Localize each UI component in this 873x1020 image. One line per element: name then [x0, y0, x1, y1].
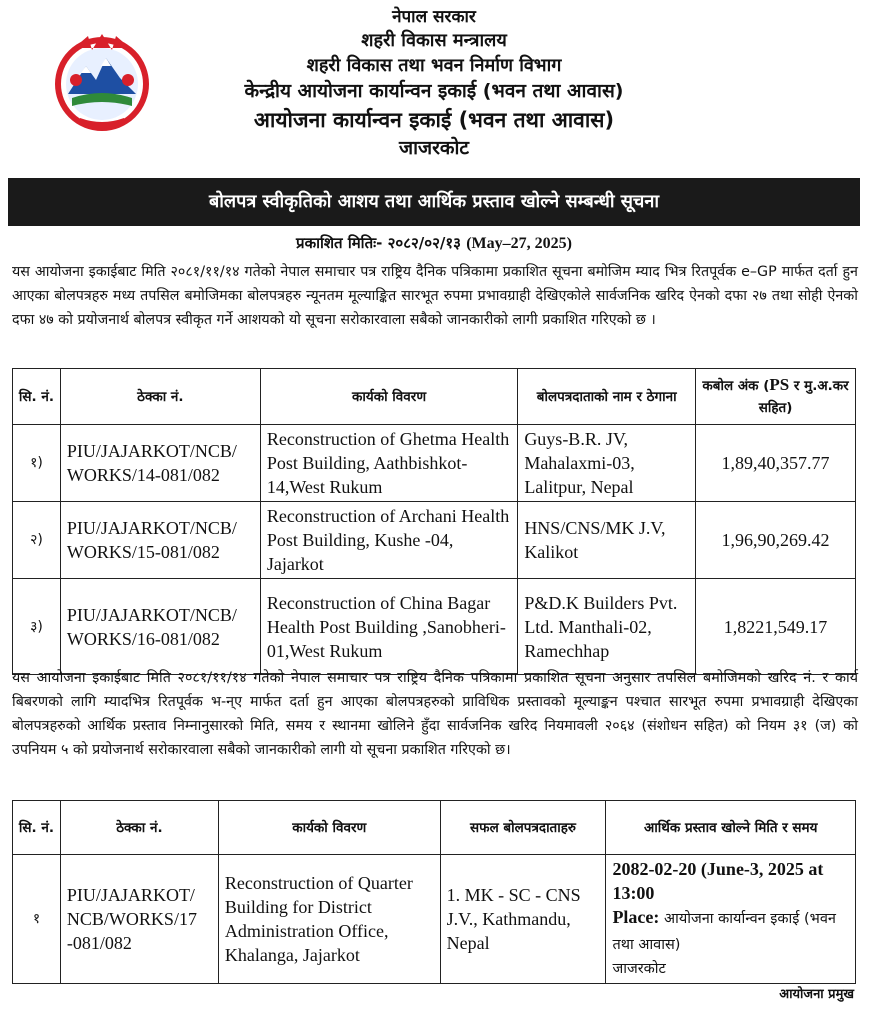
row-sn: १: [13, 855, 61, 984]
row-sn: २): [13, 502, 61, 579]
opening-place: [612, 905, 849, 957]
row-bidder: P&D.K Builders Pvt. Ltd. Manthali-02, Ramechhap: [518, 579, 696, 675]
nepal-emblem-icon: [48, 28, 156, 136]
department-name: शहरी विकास तथा भवन निर्माण विभाग: [306, 55, 562, 76]
row-bidder: HNS/CNS/MK J.V, Kalikot: [518, 502, 696, 579]
row-contract: PIU/JAJARKOT/NCB/ WORKS/15-081/082: [60, 502, 260, 579]
col-amount-en: PS: [769, 375, 790, 394]
opening-datetime: 2082-02-20 (June-3, 2025 at 13:00: [612, 859, 824, 903]
published-date: [8, 230, 860, 257]
row-contract: PIU/JAJARKOT/NCB/ WORKS/16-081/082: [60, 579, 260, 675]
financial-opening-table: [12, 800, 856, 984]
intent-award-table: [12, 368, 856, 675]
row-amount: 1,96,90,269.42: [696, 502, 856, 579]
row-contract: PIU/JAJARKOT/NCB/ WORKS/14-081/082: [60, 425, 260, 502]
row-sn: ३): [13, 579, 61, 675]
notice-title-banner: बोलपत्र स्वीकृतिको आशय तथा आर्थिक प्रस्ताव खोल्ने सम्बन्धी सूचना: [8, 178, 860, 226]
table-row: [13, 502, 856, 579]
col-bidder: बोलपत्रदाताको नाम र ठेगाना: [518, 369, 696, 425]
intro-paragraph: यस आयोजना इकाईबाट मिति २०८१/११/१४ गतेको नेपाल समाचार पत्र राष्ट्रिय दैनिक पत्रिकामा प्रकाशित सूचना बमोजिम म्याद भित्र रितपूर्वक e–GP मार्फत दर्ता हुन आएका बोलपत्रहरु मध्य तपसिल बमोजिमका बोलपत्रहरु न्यूनतम मूल्याङ्कित सारभूत रुपमा प्रभावग्राही देखिएकोले सार्वजनिक खरिद ऐनको दफा २७ तथा सोही ऐनको दफा ४७ को प्रयोजनार्थ बोलपत्र स्वीकृत गर्ने आशयको यो सूचना सरोकारवाला सबैको जानकारीको लागी प्रकाशित गरिएको छ ।: [12, 264, 858, 328]
row-opening: [606, 855, 856, 984]
table-header-row: [13, 369, 856, 425]
row-bidder: 1. MK - SC - CNS J.V., Kathmandu, Nepal: [440, 855, 606, 984]
central-unit-name: केन्द्रीय आयोजना कार्यान्वन इकाई (भवन तथा आवास): [244, 80, 624, 102]
table-header-row: [13, 801, 856, 855]
published-date-en: (May–27, 2025): [466, 235, 572, 252]
col-contract: ठेक्का नं.: [60, 801, 218, 855]
place-city: जाजरकोट: [612, 961, 666, 977]
table-row: [13, 579, 856, 675]
row-sn: १): [13, 425, 61, 502]
unit-name: आयोजना कार्यान्वन इकाई (भवन तथा आवास): [253, 108, 615, 132]
notice-page: [8, 6, 860, 1012]
row-description: Reconstruction of Quarter Building for District Administration Office, Khalanga, Jajarkot: [218, 855, 440, 984]
row-bidder: Guys-B.R. JV, Mahalaxmi-03, Lalitpur, Nepal: [518, 425, 696, 502]
signature-title: आयोजना प्रमुख: [779, 987, 854, 1002]
location-name: जाजरकोट: [399, 137, 469, 159]
published-date-np: २०८२/०२/१३: [387, 234, 461, 252]
place-value: आयोजना कार्यान्वन इकाई (भवन तथा आवास): [612, 911, 836, 953]
col-amount: [696, 369, 856, 425]
row-amount: 1,8221,549.17: [696, 579, 856, 675]
col-description: कार्यको विवरण: [260, 369, 517, 425]
financial-opening-paragraph: यस आयोजना इकाईबाट मिति २०८१/११/१४ गतेको नेपाल समाचार पत्र राष्ट्रिय दैनिक पत्रिकामा प्रकाशित सूचना अनुसार तपसिल बमोजिमको खरिद नं. र कार्य बिबरणको लागि म्यादभित्र रितपूर्वक भ-न्ए मार्फत दर्ता हुन आएका बोलपत्रहरुको प्राविधिक प्रस्तावको मूल्याङ्कन पश्चात सारभूत रुपमा प्रभावग्राही देखिएका बोलपत्रहरुको आर्थिक प्रस्ताव निम्नानुसारको मिति, समय र स्थानमा खोलिने हुँदा सार्वजनिक खरिद नियमावली २०६४ (संशोधन सहित) को नियम ३१ (ज) को उपनियम ५ को प्रयोजनार्थ सरोकारवाला सबैको जानकारीको लागी यो सूचना प्रकाशित गरिएको छ।: [12, 670, 858, 758]
col-opening: आर्थिक प्रस्ताव खोल्ने मिति र समय: [606, 801, 856, 855]
table-row: [13, 855, 856, 984]
row-description: Reconstruction of Archani Health Post Building, Kushe -04, Jajarkot: [260, 502, 517, 579]
published-label: प्रकाशित मितिः-: [296, 234, 383, 252]
table-row: [13, 425, 856, 502]
govt-name: नेपाल सरकार: [392, 7, 476, 27]
col-bidder: सफल बोलपत्रदाताहरु: [440, 801, 606, 855]
col-amount-pre: कबोल अंक (: [702, 378, 770, 394]
col-sn: सि. नं.: [13, 801, 61, 855]
col-contract: ठेक्का नं.: [60, 369, 260, 425]
row-description: Reconstruction of Ghetma Health Post Building, Aathbishkot-14,West Rukum: [260, 425, 517, 502]
ministry-name: शहरी विकास मन्त्रालय: [361, 30, 507, 51]
col-amount-post: र मु.अ.कर सहित): [758, 378, 849, 416]
col-sn: सि. नं.: [13, 369, 61, 425]
header: [8, 6, 860, 178]
row-contract: PIU/JAJARKOT/ NCB/WORKS/17 -081/082: [60, 855, 218, 984]
row-amount: 1,89,40,357.77: [696, 425, 856, 502]
row-description: Reconstruction of China Bagar Health Post Building ,Sanobheri-01,West Rukum: [260, 579, 517, 675]
col-description: कार्यको विवरण: [218, 801, 440, 855]
place-label: Place:: [612, 907, 660, 927]
